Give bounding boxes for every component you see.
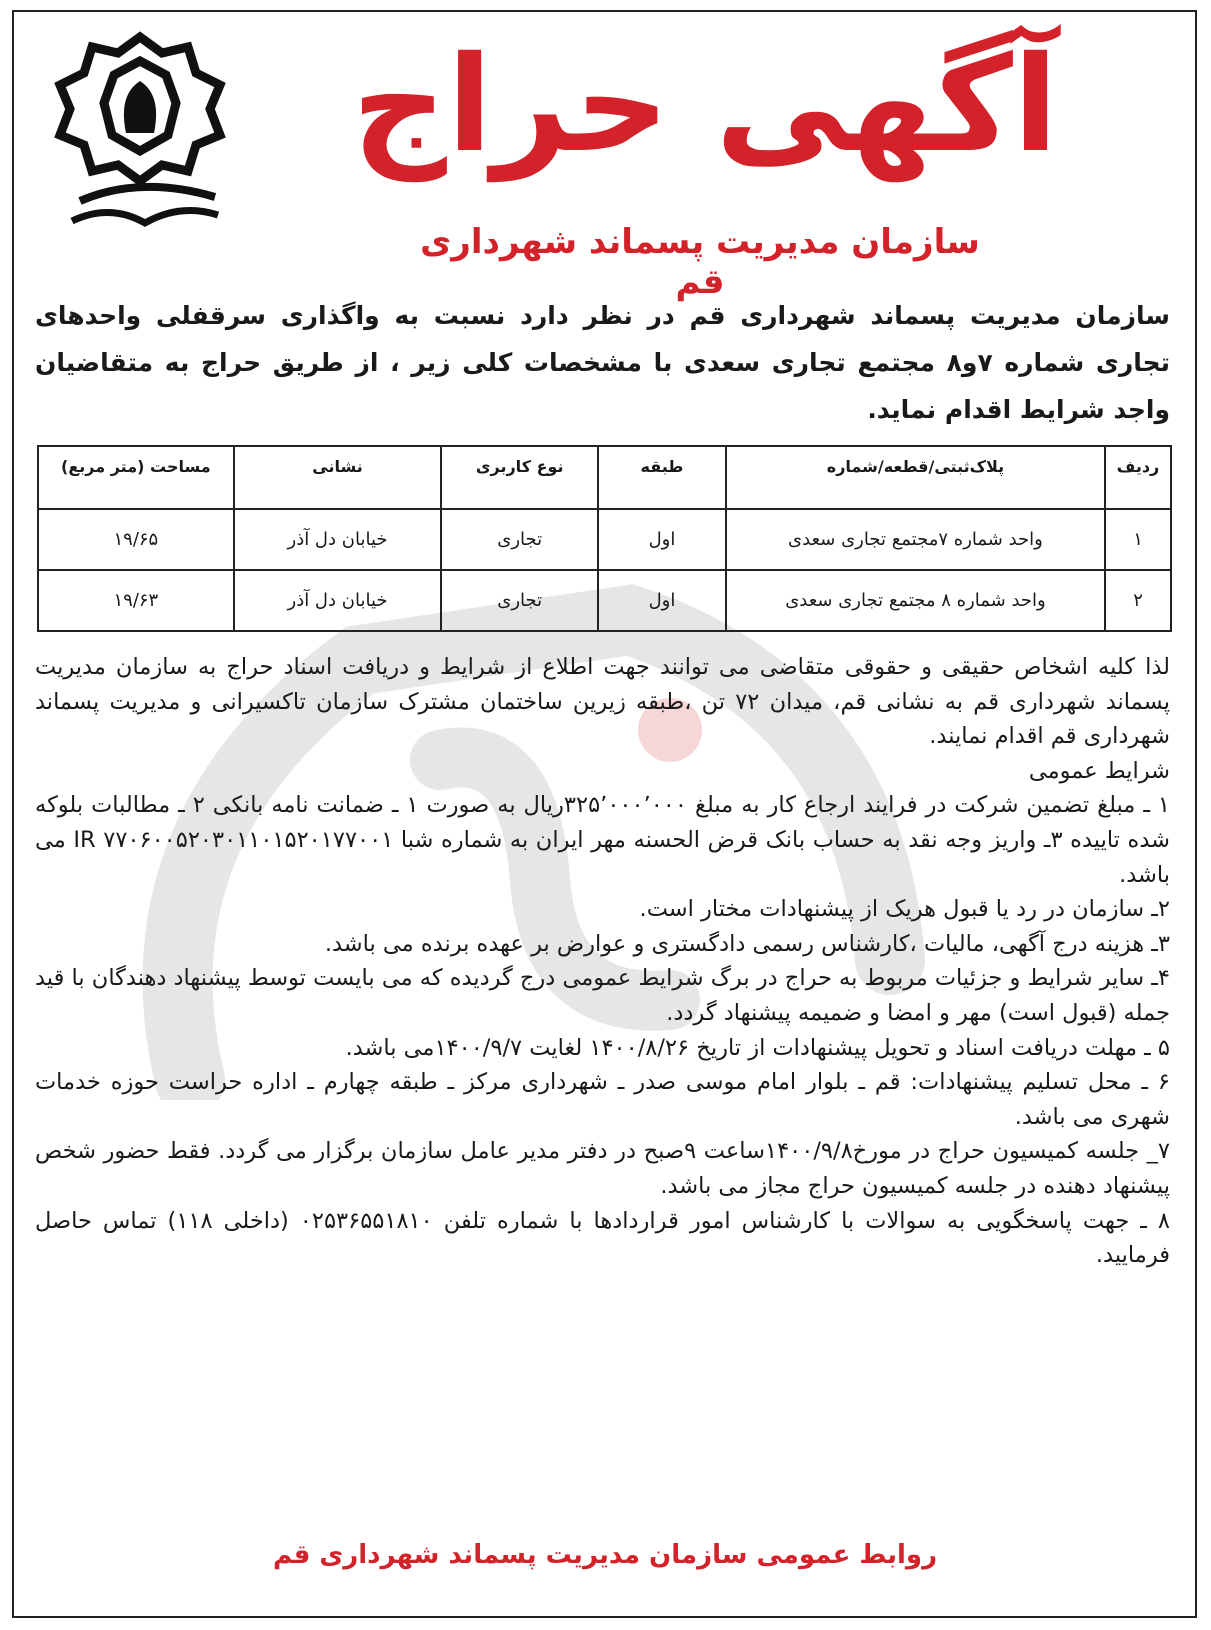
organization-subtitle: سازمان مدیریت پسماند شهرداری قم (420, 222, 980, 302)
condition-item-8: ۸ ـ جهت پاسخگویی به سوالات با کارشناس امور قراردادها با شماره تلفن ۰۲۵۳۶۵۵۱۸۱۰ (داخلی ۱۱۸) تماس حاصل فرمایید. (35, 1207, 1170, 1269)
conditions-heading: شرایط عمومی (1028, 757, 1170, 784)
municipality-logo (50, 25, 230, 235)
condition-item-4: ۴ـ سایر شرایط و جزئیات مربوط به حراج در برگ شرایط عمومی درج گردیده که می بایست توسط پیشنهاد دهندگان با قید جمله (قبول است) مهر و امضا و ضمیمه پیشنهاد گردد. (35, 965, 1170, 1026)
header-area: مساحت (متر مربع) (38, 446, 234, 509)
header-floor: طبقه (598, 446, 726, 509)
cell-address: خیابان دل آذر (234, 570, 442, 631)
cell-floor: اول (598, 570, 726, 631)
public-relations-footer: روابط عمومی سازمان مدیریت پسماند شهرداری قم (272, 1540, 938, 1570)
condition-item-7: ۷_ جلسه کمیسیون حراج در مورخ۱۴۰۰/۹/۸ساعت ۹صبح در دفتر مدیر عامل سازمان برگزار می گردد. فقط حضور شخص پیشنهاد دهنده در جلسه کمیسیون حراج مجاز می باشد. (35, 1138, 1170, 1199)
cell-plaque: واحد شماره ۸ مجتمع تجاری سعدی (726, 570, 1105, 631)
cell-plaque: واحد شماره ۷مجتمع تجاری سعدی (726, 509, 1105, 570)
cell-area: ۱۹/۶۳ (38, 570, 234, 631)
header-row-number: ردیف (1105, 446, 1171, 509)
notice-title: آگهی حراج (351, 28, 1059, 182)
header-plaque: پلاک‌ثبتی/قطعه/شماره (726, 446, 1105, 509)
condition-item-3: ۳ـ هزینه درج آگهی، مالیات ،کارشناس رسمی دادگستری و عوارض بر عهده برنده می باشد. (324, 930, 1170, 957)
table-header-row (38, 446, 1171, 509)
units-table (37, 445, 1172, 632)
cell-row-number: ۱ (1105, 509, 1171, 570)
cell-usage: تجاری (441, 509, 598, 570)
cell-area: ۱۹/۶۵ (38, 509, 234, 570)
table-row (38, 570, 1171, 631)
condition-item-1: ۱ ـ مبلغ تضمین شرکت در فرایند ارجاع کار به مبلغ ۳۲۵٬۰۰۰٬۰۰۰ریال به صورت ۱ ـ ضمانت نامه بانکی ۲ ـ مطالبات بلوکه شده تاییده ۳ـ واریز وجه نقد به حساب بانک قرض الحسنه مهر ایران به شماره شبا IR ۷۷۰۶۰۰۵۲۰۳۰۱۱۰۱۵۲۰۱۷۷۰۰۱ می باشد. (35, 792, 1171, 888)
invitation-paragraph: لذا کلیه اشخاص حقیقی و حقوقی متقاضی می توانند جهت اطلاع از شرایط و دریافت اسناد حراج به سازمان مدیریت پسماند شهرداری قم به نشانی قم، میدان ۷۲ تن ،طبقه زیرین ساختمان مشترک سازمان تاکسیرانی و مدیریت پسماند شهرداری قم اقدام نمایند. (35, 654, 1170, 750)
condition-item-2: ۲ـ سازمان در رد یا قبول هریک از پیشنهادات مختار است. (639, 896, 1170, 923)
cell-address: خیابان دل آذر (234, 509, 442, 570)
cell-usage: تجاری (441, 570, 598, 631)
cell-row-number: ۲ (1105, 570, 1171, 631)
table-row (38, 509, 1171, 570)
cell-floor: اول (598, 509, 726, 570)
header-address: نشانی (234, 446, 442, 509)
condition-item-6: ۶ ـ محل تسلیم پیشنهادات: قم ـ بلوار امام موسی صدر ـ شهرداری مرکز ـ طبقه چهارم ـ اداره حراست حوزه خدمات شهری می باشد. (35, 1069, 1170, 1130)
notice-body (35, 650, 1170, 1273)
header-usage: نوع کاربری (441, 446, 598, 509)
condition-item-5: ۵ ـ مهلت دریافت اسناد و تحویل پیشنهادات از تاریخ ۱۴۰۰/۸/۲۶ لغایت ۱۴۰۰/۹/۷می باشد. (345, 1034, 1170, 1061)
intro-paragraph: سازمان مدیریت پسماند شهرداری قم در نظر دارد نسبت به واگذاری سرقفلی واحدهای تجاری شماره ۷و۸ مجتمع تجاری سعدی با مشخصات کلی زیر ، از طریق حراج به متقاضیان واجد شرایط اقدام نماید. (35, 301, 1171, 424)
